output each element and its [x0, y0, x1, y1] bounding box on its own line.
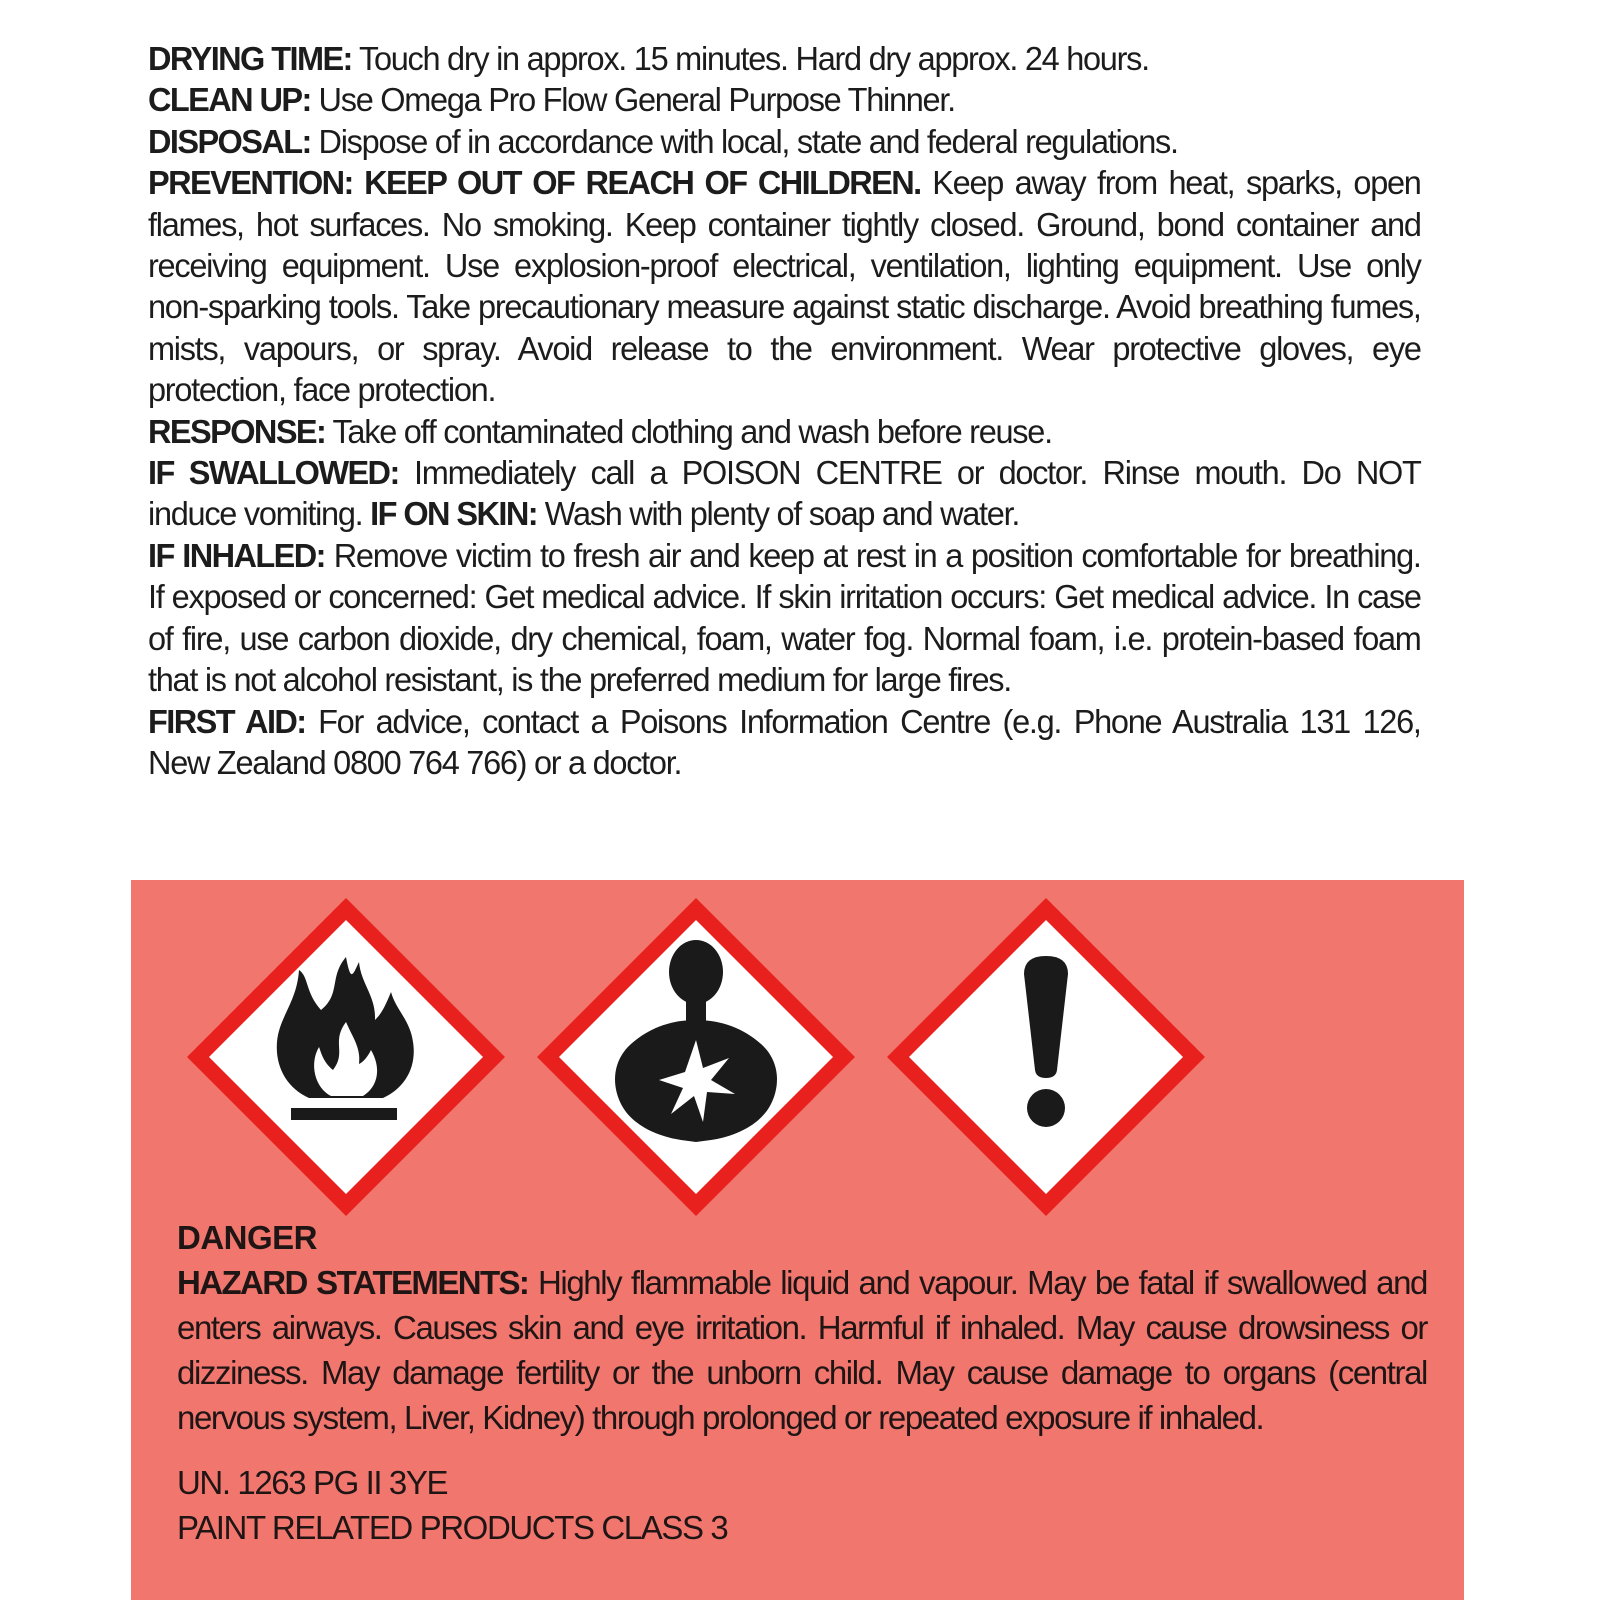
if-on-skin-label: IF ON SKIN: — [370, 495, 538, 533]
drying-time-line — [148, 38, 1421, 79]
response-label: RESPONSE: — [148, 412, 326, 450]
drying-time-label: DRYING TIME: — [148, 40, 352, 77]
clean-up-text: Use Omega Pro Flow General Purpose Thinner. — [310, 81, 955, 119]
first-aid-label: FIRST AID: — [148, 702, 306, 740]
hazard-statements-label: HAZARD STATEMENTS: — [177, 1264, 529, 1301]
first-aid-text: For advice, contact a Poisons Information Centre (e.g. Phone Australia 131 126, New Zealand 0800 764 766) or a doctor. — [148, 702, 1421, 781]
safety-instructions — [148, 38, 1421, 783]
hazard-panel — [131, 880, 1464, 1600]
if-inhaled-text: Remove victim to fresh air and keep at rest in a position comfortable for breathing. If exposed or concerned: Get medical advice. If skin irritation occurs: Get medical advice. In case of fire, use carbon dioxide, dry chemical, foam, water fog. Normal foam, i.e. protein-based foam that is not alcohol resistant, is the preferred medium for large fires. — [148, 536, 1421, 699]
disposal-text: Dispose of in accordance with local, state and federal regulations. — [310, 122, 1178, 160]
if-swallowed-paragraph — [148, 452, 1421, 535]
clean-up-label: CLEAN UP: — [148, 81, 311, 119]
hazard-statements-text: Highly flammable liquid and vapour. May be fatal if swallowed and enters airways. Causes skin and eye irritation. Harmful if inhaled. May cause drowsiness or dizziness. May damage fertility or the unborn child. May cause damage to organs (central nervous system, Liver, Kidney) through prolonged or repeated exposure if inhaled. — [177, 1264, 1427, 1436]
prevention-paragraph — [148, 162, 1421, 410]
if-on-skin-text: Wash with plenty of soap and water. — [537, 495, 1020, 533]
hazard-statements — [177, 1260, 1427, 1440]
un-number: UN. 1263 PG II 3YE — [177, 1464, 448, 1501]
first-aid-paragraph — [148, 701, 1421, 784]
response-text: Take off contaminated clothing and wash before reuse. — [325, 412, 1052, 450]
disposal-label: DISPOSAL: — [148, 122, 311, 160]
prevention-label: PREVENTION: KEEP OUT OF REACH OF CHILDREN. — [148, 164, 921, 202]
if-inhaled-label: IF INHALED: — [148, 536, 325, 574]
if-swallowed-label: IF SWALLOWED: — [148, 454, 399, 492]
drying-time-text: Touch dry in approx. 15 minutes. Hard dry approx. 24 hours. — [351, 40, 1149, 77]
health-hazard-icon — [531, 892, 861, 1222]
if-swallowed-text: Immediately call a POISON CENTRE or doctor. Rinse mouth. Do NOT induce vomiting. — [148, 454, 1421, 533]
clean-up-line — [148, 79, 1421, 120]
exclamation-mark-icon — [881, 892, 1211, 1222]
if-inhaled-paragraph — [148, 535, 1421, 701]
transport-class: PAINT RELATED PRODUCTS CLASS 3 — [177, 1509, 728, 1546]
prevention-text: Keep away from heat, sparks, open flames, hot surfaces. No smoking. Keep container tightly closed. Ground, bond container and receiving equipment. Use explosion-proof electrical, ventilation, lighting equipment. Use only non-sparking tools. Take precautionary measure against static discharge. Avoid breathing fumes, mists, vapours, or spray. Avoid release to the environment. Wear protective gloves, eye protection, face protection. — [148, 164, 1421, 409]
hazard-text-block — [177, 1215, 1427, 1550]
signal-word: DANGER — [177, 1219, 318, 1256]
disposal-line — [148, 121, 1421, 162]
flame-icon — [181, 892, 511, 1222]
response-line — [148, 411, 1421, 452]
